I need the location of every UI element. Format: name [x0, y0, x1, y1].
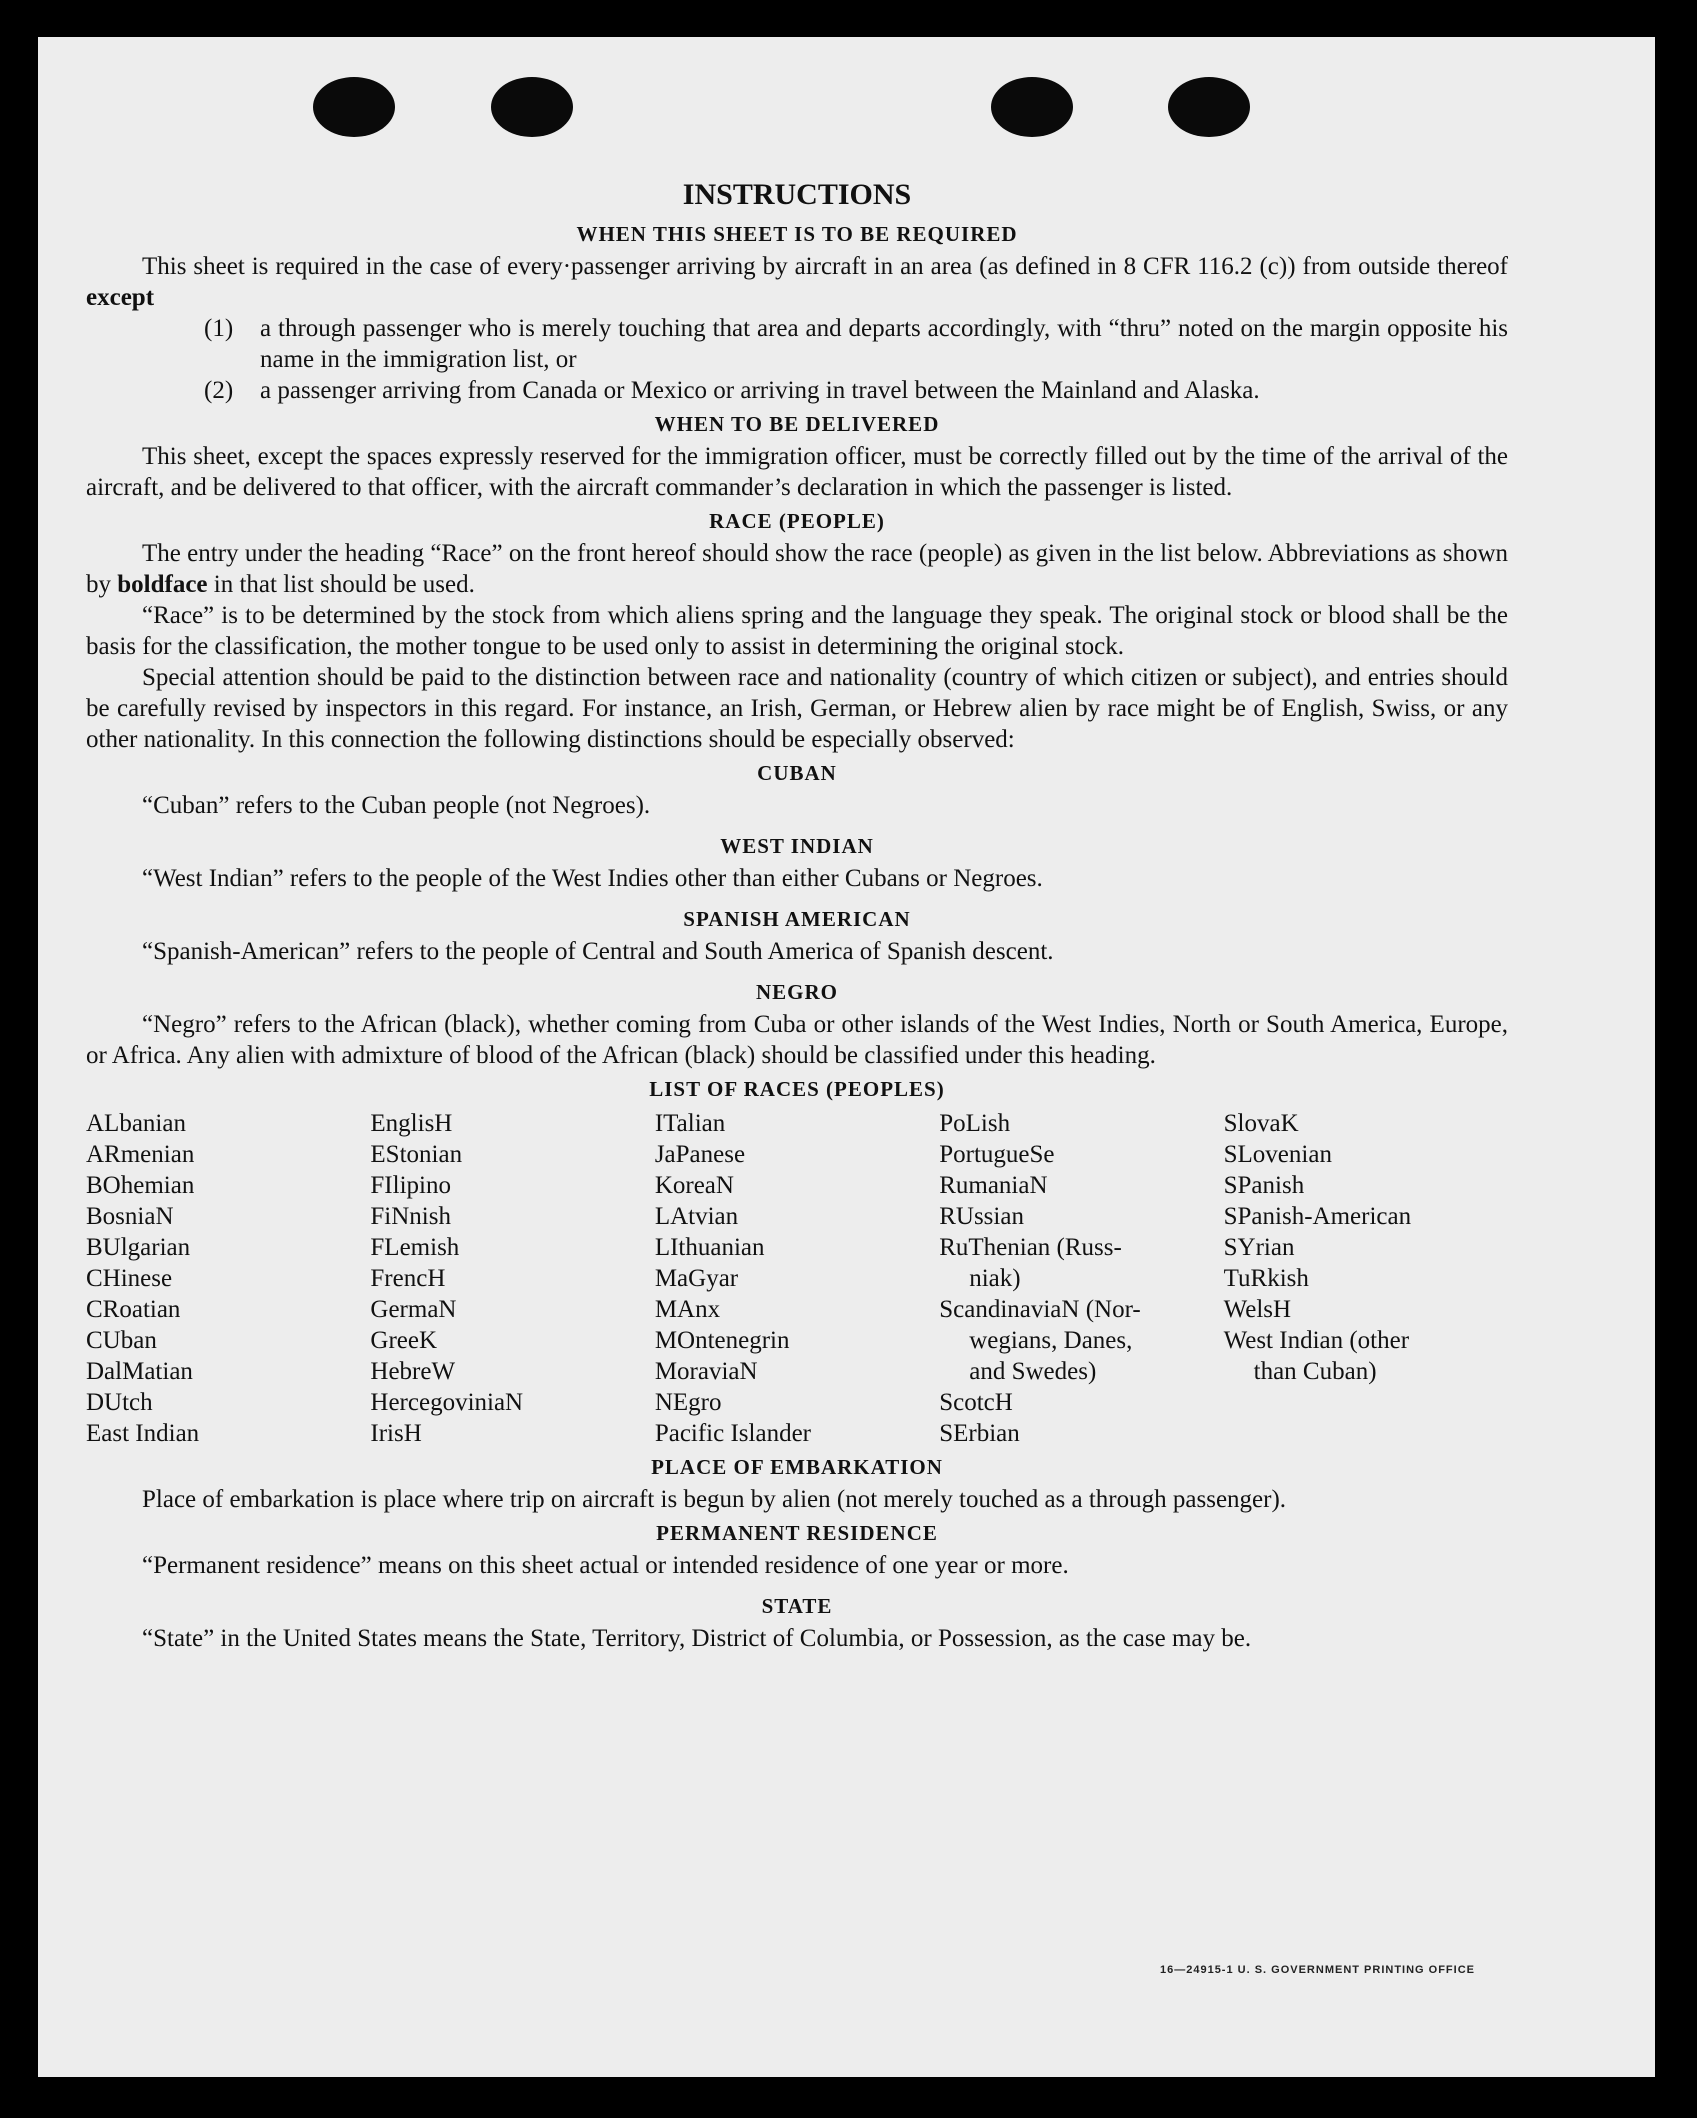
- race-list-item: niak): [969, 1265, 1021, 1292]
- page-title: INSTRUCTIONS: [682, 178, 912, 211]
- race-list-item: and Swedes): [969, 1358, 1097, 1385]
- races-list: [86, 1108, 1508, 1449]
- race-list-item: CRoatian: [86, 1296, 181, 1323]
- heading-west-indian: WEST INDIAN: [720, 834, 874, 858]
- race-list-item: ITalian: [654, 1110, 726, 1137]
- heading-negro: NEGRO: [755, 980, 838, 1004]
- race-list-item: GreeK: [370, 1327, 438, 1354]
- race-list-item: RumaniaN: [939, 1172, 1048, 1199]
- punch-hole: [491, 77, 573, 137]
- race-list-item: HercegoviniaN: [370, 1389, 524, 1416]
- race-list-item: PortugueSe: [939, 1141, 1055, 1168]
- race-list-item: MoraviaN: [654, 1358, 758, 1385]
- race-list-item: EnglisH: [370, 1110, 453, 1137]
- heading-cuban: CUBAN: [757, 761, 837, 785]
- document-sheet: [38, 37, 1655, 2077]
- race-list-item: WelsH: [1223, 1296, 1292, 1323]
- race-list-item: East Indian: [86, 1420, 200, 1447]
- race-list-item: TuRkish: [1223, 1265, 1309, 1292]
- race-list-item: PoLish: [939, 1110, 1011, 1137]
- heading-embarkation: PLACE OF EMBARKATION: [651, 1455, 943, 1479]
- race-list-item: MaGyar: [654, 1265, 739, 1292]
- race-list-item: SErbian: [939, 1420, 1020, 1447]
- race-list-item: MAnx: [654, 1296, 721, 1323]
- race-list-item: FIlipino: [370, 1172, 451, 1199]
- printing-office-code: 16—24915-1 U. S. GOVERNMENT PRINTING OFFICE: [1159, 1964, 1475, 1976]
- heading-permanent-residence: PERMANENT RESIDENCE: [656, 1521, 938, 1545]
- race-list-item: KoreaN: [654, 1172, 734, 1199]
- delivered-text: This sheet, except the spaces expressly reserved for the immigration officer, must be correctly filled out by the time of the arrival of the aircraft, and be delivered to that officer, with the aircraft commander’s declaration in which the passenger is listed.: [86, 443, 1508, 501]
- race-paragraph-1: The entry under the heading “Race” on the front hereof should show the race (people) as given in the list below. Abbreviations as shown by boldface in that list should be used.: [86, 540, 1508, 598]
- exception-item-2: (2) a passenger arriving from Canada or Mexico or arriving in travel between the Mainland and Alaska.: [204, 377, 1260, 404]
- state-text: “State” in the United States means the State, Territory, District of Columbia, or Possession, as the case may be.: [142, 1625, 1252, 1652]
- race-list-item: CUban: [86, 1327, 157, 1354]
- embarkation-text: Place of embarkation is place where trip on aircraft is begun by alien (not merely touched as a through passenger).: [142, 1486, 1287, 1513]
- west-indian-text: “West Indian” refers to the people of the West Indies other than either Cubans or Negroes.: [142, 865, 1043, 892]
- heading-state: STATE: [761, 1594, 833, 1618]
- race-list-item: ARmenian: [86, 1141, 195, 1168]
- race-list-item: EStonian: [370, 1141, 463, 1168]
- exception-item-1: (1) a through passenger who is merely touching that area and departs accordingly, with “thru” noted on the margin opposite his name in the immigration list, or: [204, 315, 1508, 373]
- heading-when-delivered: WHEN TO BE DELIVERED: [654, 412, 940, 436]
- race-paragraph-3: Special attention should be paid to the distinction between race and nationality (country of which citizen or subject), and entries should be carefully revised by inspectors in this regard. For instance, an Irish, German, or Hebrew alien by race might be of English, Swiss, or any other nationality. In this connection the following distinctions should be especially observed:: [86, 664, 1508, 753]
- race-paragraph-2: “Race” is to be determined by the stock from which aliens spring and the language they speak. The original stock or blood shall be the basis for the classification, the mother tongue to be used only to assist in determining the original stock.: [86, 602, 1508, 660]
- race-list-item: MOntenegrin: [654, 1327, 790, 1354]
- race-list-item: BosniaN: [86, 1203, 174, 1230]
- race-list-item: RuThenian (Russ-: [939, 1234, 1122, 1261]
- race-list-item: SlovaK: [1223, 1110, 1299, 1137]
- race-list-item: FiNnish: [370, 1203, 451, 1230]
- spanish-american-text: “Spanish-American” refers to the people of Central and South America of Spanish descent.: [142, 938, 1054, 965]
- races-column-4: [939, 1108, 1223, 1449]
- race-list-item: than Cuban): [1253, 1358, 1377, 1385]
- race-list-item: ScotcH: [939, 1389, 1013, 1416]
- race-list-item: JaPanese: [654, 1141, 746, 1168]
- race-list-item: FrencH: [370, 1265, 446, 1292]
- race-list-item: IrisH: [370, 1420, 422, 1447]
- heading-race: RACE (PEOPLE): [709, 509, 885, 533]
- punch-hole: [1168, 77, 1250, 137]
- race-list-item: ALbanian: [86, 1110, 186, 1137]
- races-column-2: [370, 1108, 654, 1449]
- required-intro: This sheet is required in the case of every·passenger arriving by aircraft in an area (as defined in 8 CFR 116.2 (c)) from outside thereof except: [86, 253, 1508, 311]
- residence-text: “Permanent residence” means on this sheet actual or intended residence of one year or more.: [142, 1552, 1069, 1579]
- race-list-item: HebreW: [370, 1358, 456, 1385]
- punch-hole: [991, 77, 1073, 137]
- race-list-item: ScandinaviaN (Nor-: [939, 1296, 1141, 1323]
- races-column-5: [1224, 1108, 1508, 1449]
- race-list-item: BUlgarian: [86, 1234, 191, 1261]
- race-list-item: wegians, Danes,: [969, 1327, 1133, 1354]
- race-list-item: LIthuanian: [654, 1234, 765, 1261]
- race-list-item: RUssian: [939, 1203, 1024, 1230]
- race-list-item: LAtvian: [654, 1203, 739, 1230]
- race-list-item: DUtch: [86, 1389, 153, 1416]
- race-list-item: FLemish: [370, 1234, 460, 1261]
- race-list-item: SLovenian: [1223, 1141, 1332, 1168]
- race-list-item: NEgro: [654, 1389, 722, 1416]
- race-list-item: SYrian: [1223, 1234, 1295, 1261]
- heading-when-required: WHEN THIS SHEET IS TO BE REQUIRED: [576, 222, 1018, 246]
- race-list-item: GermaN: [370, 1296, 457, 1323]
- race-list-item: West Indian (other: [1223, 1327, 1410, 1354]
- race-list-item: SPanish-American: [1223, 1203, 1412, 1230]
- punch-hole: [313, 77, 395, 137]
- race-list-item: DalMatian: [86, 1358, 193, 1385]
- instructions-content: [86, 175, 1508, 1654]
- race-list-item: BOhemian: [86, 1172, 195, 1199]
- heading-spanish-american: SPANISH AMERICAN: [683, 907, 911, 931]
- races-column-3: [655, 1108, 939, 1449]
- heading-list-of-races: LIST OF RACES (PEOPLES): [649, 1077, 945, 1101]
- cuban-text: “Cuban” refers to the Cuban people (not Negroes).: [142, 792, 651, 819]
- races-column-1: [86, 1108, 370, 1449]
- negro-text: “Negro” refers to the African (black), whether coming from Cuba or other islands of the West Indies, North or South America, Europe, or Africa. Any alien with admixture of blood of the African (black) should be classified under this heading.: [86, 1011, 1508, 1069]
- race-list-item: SPanish: [1223, 1172, 1305, 1199]
- race-list-item: Pacific Islander: [654, 1420, 811, 1447]
- race-list-item: CHinese: [86, 1265, 173, 1292]
